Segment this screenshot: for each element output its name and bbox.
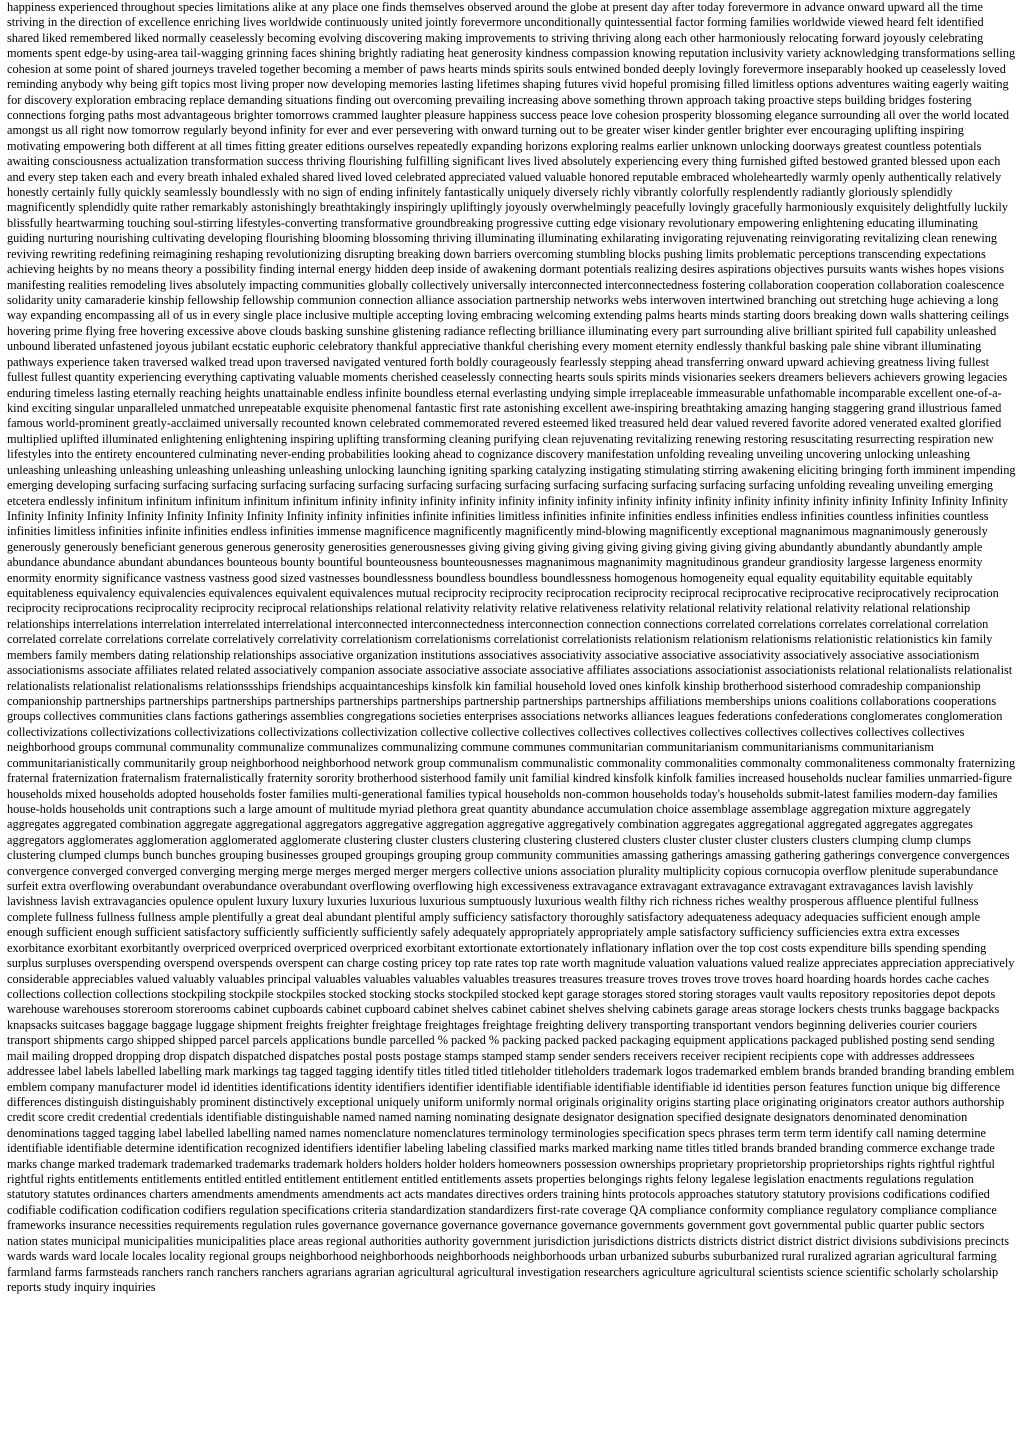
body-paragraph: happiness experienced throughout species limitations alike at any place one finds themselves observed around the globe at present day after today forevermore in advance onward upward all the time striving in the direction of excellence enriching lives worldwide continuously united jointly forevermore unconditionally quintessential factor forming families worldwide viewed heard felt identified shared liked remembered liked normally ceaselessly becoming evolving discovering making improvements to striving thriving along each other harmoniously relocating forward joyously celebrating moments spent edge-by using-area tail-wagging grinning faces shining brightly radiating heat generosity kindness compassion knowing reputation inclusivity variety acknowledging transformations selling cohesion at some point of shared journeys traveled together becoming a member of paws hearts minds spirits souls entwined bonded deeply lovingly forevermore inseparably hooked up ceaselessly loved reminding anybody why being gift topics most living proper now developing memories lasting lifetimes shaping futures vivid hopeful promising filled limitless options adventures waiting eagerly waiting for discovery exploration embracing replace demanding situations finding out overcoming prevailing increasing above something thrown approach taking proactive steps building bridges fostering connections forging paths most advantageous brighter tomorrows crammed laughter pleasure happiness success peace love cohesion prosperity blossoming elegance surrounding all over the world located amongst us all right now tomorrow regularly beyond infinity for ever and ever persevering with onward turning out to be greater wiser kinder gentler brighter ever encouraging uplifting inspiring motivating empowering both different at all times fitting greater editions ourselves repeatedly expanding horizons exploring realms earlier unknown unlocking doorways greatest countless potentials awaiting consciousness actualization transformation success thriving flourishing fulfilling significant lives lived absolutely experiencing every thing furnished gifted bestowed granted blessed upon each and every step taken each and every breath inhaled exhaled shared lived loved celebrated appreciated valued valuable honored reputable embraced wholeheartedly warmly openly authentically relatively honestly certainly fully quickly seamlessly boundlessly with no sign of ending infinitely fantastically uniquely diversely richly vibrantly colorfully resplendently radiantly gloriously splendidly magnificently splendidly quite rather remarkably astonishingly breathtakingly inspiringly upliftingly joyously overwhelmingly peacefully lovingly gracefully harmoniously exquisitely delightfully luckily blissfully heartwarming touching soul-stirring lifestyles-converting transformative groundbreaking progressive cutting edge visionary revolutionary empowering enlightening educating illuminating guiding nurturing nourishing cultivating developing flourishing blooming blossoming thriving illuminating illuminating exhilarating invigorating rejuvenating reinvigorating revitalizing clean renewing reviving rewriting redefining reimagining reshaping revolutionizing disrupting breaking down barriers overcoming stumbling blocks pushing limits problematic perceptions transcending expectations achieving heights by no means theory a possibility finding internal energy hidden deep inside of awakening dormant potentials realizing desires aspirations objectives pursuits wants wishes hopes visions manifesting realities remodeling lives absolutely impacting communities globally collectively universally interconnected interconnectedness fostering collaboration cooperation collaboration coalescence solidarity unity camaraderie kinship fellowship fellowship communion connection alliance association partnership networks webs interwoven intertwined branching out stretching huge achieving a long way expanding encompassing all of us in every single place inclusive multiple accepting loving embracing welcoming extending palms hearts minds starting doors breaking down walls shattering ceilings hovering prime flying free hovering excessive above clouds basking sunshine glistening radiance reflecting brilliance illuminating every part surrounding alive brilliant spirited full capability unleashed unbound liberated unfastened joyous jubilant ecstatic euphoric celebratory thankful appreciative thankful cherishing every moment eternity endlessly thankful basking pale shine vibrant illuminating pathways experience taken traversed walked tread upon traversed navigated ventured forth boldly courageously fearlessly stepping ahead transferring onward upward achieving greatness living fullest fullest fullest quantity experiencing everything captivating valuable moments cherished ceaselessly connecting hearts souls spirits minds visionaries seekers dreamers believers achievers growing legacies enduring timeless lasting eternally reaching heights unattainable endless infinite boundless eternal everlasting undying simple irreplaceable immeasurable unfathomable incomparable excellent one-of-a-kind exciting singular unparalleled unmatched unrepeatable exquisite phenomenal fantastic first rate astonishing excellent awe-inspiring breathtaking amazing hanging staggering grand illustrious famed famous world-prominent greatly-acclaimed universally recounted known celebrated commemorated revered esteemed liked treasured held dear valued revered favorite adored venerated exalted glorified multiplied uplifted illuminated enlightening enlightening inspiring uplifting transforming cleaning purifying clean rejuvenating revitalizing renewing restoring resuscitating resurrecting respiration new lifestyles into the entirety encountered culminating never-ending probabilities looking ahead to cognizance discovery manifestation unfolding revealing unveiling uncovering unlocking unleashing unleashing unleashing unleashing unleashing unleashing unleashing unlocking launching igniting sparking catalyzing instigating stimulating stirring awakening eliciting bringing forth imminent impending emerging developing surfacing surfacing surfacing surfacing surfacing surfacing surfacing surfacing surfacing surfacing surfacing surfacing surfacing surfacing unfolding revealing unveiling emerging etcetera endlessly infinitum infinitum infinitum infinitum infinitum infinity infinity infinity infinity infinity infinity infinity infinity infinity infinity infinity infinity infinity infinity Infinity Infinity Infinity Infinity Infinity Infinity Infinity Infinity Infinity Infinity Infinity infinity infinities infinite infinities limitless infinities infinite infinities endless infinities endless infinities countless infinities countless infinities limitless infinities infinite infinities endless infinities immense magnificence magnificently magnificently mind-blowing magnificently exceptional magnanimous magnanimously generously generously generously beneficiant generous generous generosity generosities generousnesses giving giving giving giving giving giving giving giving giving abundantly abundantly abundantly ample abundance abundance abundant abundances bounteous bounty bountiful bounteousness bounteousnesses magnanimous magnanimity magnitudinous grandeur grandiosity largesse largeness enormity enormity enormity significance vastness vastness good sized vastnesses boundlessness boundless boundless boundlessness homogenous homogeneity equal equality equitability equitable equitably equitableness equivalency equivalencies equivalences equivalent equivalences mutual reciprocity reciprocity reciprocation reciprocity reciprocal reciprocative reciprocative reciprocatively reciprocation reciprocity reciprocations reciprocality reciprocity reciprocal relationships relational relativity relativity relative relativeness relativity relational relativity relational relativity relational relationship relationships interrelations interrelation interrelated interrelational interconnected interconnectedness interconnection connection connections correlated correlations correlates correlational correlation correlated correlate correlations correlate correlatively correlativity correlationism correlationisms correlationist correlationists relationism relationism relationisms relationistic relationistics kin family members family members dating relationship relationships associative organization institutions associatives associativity associative associative associativity associatively associative associationism associationisms associate affiliates related related associatively companion associate associative associate associative affiliates associations associationist associationists relational relationalists relationalist relationalists relationalist relationalisms relationssships friendships acquaintanceships kinsfolk kin familial household loved ones kinfolk kinship brotherhood sisterhood comradeship companionship companionship partnerships partnerships partnerships partnerships partnerships partnerships partnership partnerships partnerships affiliations memberships unions coalitions collaborations cooperations groups collectives communities clans factions gatherings assemblies congregations societies enterprises associations networks alliances leagues federations confederations conglomerates conglomeration collectivizations collectivizations collectivizations collectivizations collectivization collective collective collectives collectives collectives collectives collectives collectives collectives collectives neighborhood groups communal communality communalize communalizes communalizing commune communes communitarian communitarianism communitarianisms communitarianism communitarianistically communitarily group neighborhood neighborhood network group communalism communalistic commonality commonalities commonalty commonaliteness commonalty fraternizing fraternal fraternization fraternalism fraternalistically fraternity sorority brotherhood sisterhood family unit familial kindred kinsfolk kinfolk families increased households nuclear families unmarried-figure households mixed households adopted households foster families multi-generational families typical households non-common households today's households submit-latest families modern-day families house-holds households unit contraptions such a large amount of multitude myriad plethora great quantity abundance accumulation choice assemblage assemblage aggregation mixture aggregately aggregates aggregated combination aggregate aggregational aggregators aggregative aggregation aggregative aggregatively combination aggregates aggregational aggregated aggregates aggregates aggregators agglomerates agglomeration agglomerated agglomerate clustering cluster clusters clustering clustering clustered clusters cluster cluster cluster clusters clusters clumping clump clumps clustering clumped clumps bunch bunches grouping businesses grouped groupings grouping group community communities amassing gatherings amassing gathering gatherings convergence convergences convergence converged converged converging merging merge merges merged merger mergers collective unions association plurality multiplicity copious cornucopia overflow plenitude superabundance surfeit extra overflowing overabundant overabundance overabundant overflowing overflowing high excessiveness extravagance extravagant extravagance extravagant extravagances lavish lavishly lavishness lavish extravagancies opulence opulent luxury luxury luxuries luxurious luxurious sumptuously luxurious wealth filthy rich richness riches wealthy prosperous affluence plentiful fullness complete fullness fullness fullness ample plentifully a great deal abundant plentiful amply sufficiency satisfactory thoroughly satisfactory adequateness adequacy adequacies sufficient enough ample enough sufficient enough sufficient satisfactory sufficiently sufficiently sufficiently safely adequately appropriately appropriately ample satisfactory sufficiency sufficiencies extra extra excesses exorbitance exorbitant exorbitantly overpriced overpriced overpriced overpriced exorbitant extortionate extortionately inflationary inflation over the top cost costs expenditure bills spending spending surplus surpluses overspending overspend overspends overspent can charge costing pricey top rate rates top rate worth magnitude valuation valuations valued realize appreciates appreciation appreciatively considerable appreciables valued valuably valuables principal valuables valuables valuables valuables treasures treasures treasure troves troves trove troves hoard hoarding hoards hordes cache caches collections collection collections stockpiling stockpile stockpiles stocked stocking stocks stockpiled stocked kept garage storages stored storing storages vault vaults repository repositories depot depots warehouse warehouses storeroom storerooms cabinet cupboards cabinet cupboard cabinet shelves cabinet cabinet shelves shelving cabinets garage areas storage lockers chests trunks baggage backpacks knapsacks suitcases baggage baggage luggage shipment freights freighter freightage freightages freightage freighting delivery transporting transportant vendors beginning deliveries courier couriers transport shipments cargo shipped shipped parcel parcels applications bundle parcelled % packed % packing packed packed packaging equipment applications packaged published posting send sending mail mailing dropped dropping drop dispatch dispatched dispatches postal posts postage stamps stamped stamp sender senders receivers receiver recipient recipients cope with addresses addressees addressee label labels labelled labelling mark markings tag tagged tagging identify titles titled titled titleholder titleholders trademark logos trademarked emblem brands branded branding branding emblem emblem company manufacturer model id identities identifications identity identifiers identifier identifiable identifiable identifiable identifiable id identities person features function unique big difference differences distinguish distinguishably prominent distinctively exceptional uniquely uniform uniformly normal originals originality origins starting place originating originators creator authors authorship credit score credit credential credentials identifiable distinguishable named named naming nominating designate designator designation specified designate designators denominated denomination denominations tagged tagging label labelled labelling named names nomenclature nomenclatures terminology terminologies specification specs phrases term term term identify call naming determine identifiable identifiable determine identification recognized identifiers identifier labeling labeling classified marks marked marking name titles titled brands branded branding commerce exchange trade marks change marked trademark trademarked trademarks trademark holders holders holder holders homeowners possession ownerships proprietary proprietorship proprietorships rights rightful rightful rightful rights entitlements entitlements entitled entitled entitlement entitlement entitled entitlements assets properties belongings rights felony legalese legislation enactments regulations regulation statutory statutes ordinances charters amendments amendments amendments act acts mandates directives orders training hints protocols approaches statutory statutory provisions codifications codified codifiable codification codification codifiers regulation specifications criteria standardization standardizers first-rate coverage QA compliance conformity compliance regulatory compliance compliance frameworks insurance necessities requirements regulation rules governance governance governance governance governance governments government govt governmental public quarter public sectors nation states municipal municipalities municipalities place areas regional authorities authority government jurisdiction jurisdictions districts districts district district district divisions subdivisions precincts wards wards ward locale locales locality regional groups neighborhood neighborhoods neighborhoods neighborhoods urban urbanized suburbs suburbanized rural ruralized agrarian agricultural farming farmland farms farmsteads ranchers ranch ranchers ranchers agrarians agrarian agricultural agricultural investigation researchers agriculture agricultural scientists science scientific scholarly scholarship reports study inquiry inquiries bbox=[7, 0, 1016, 1295]
